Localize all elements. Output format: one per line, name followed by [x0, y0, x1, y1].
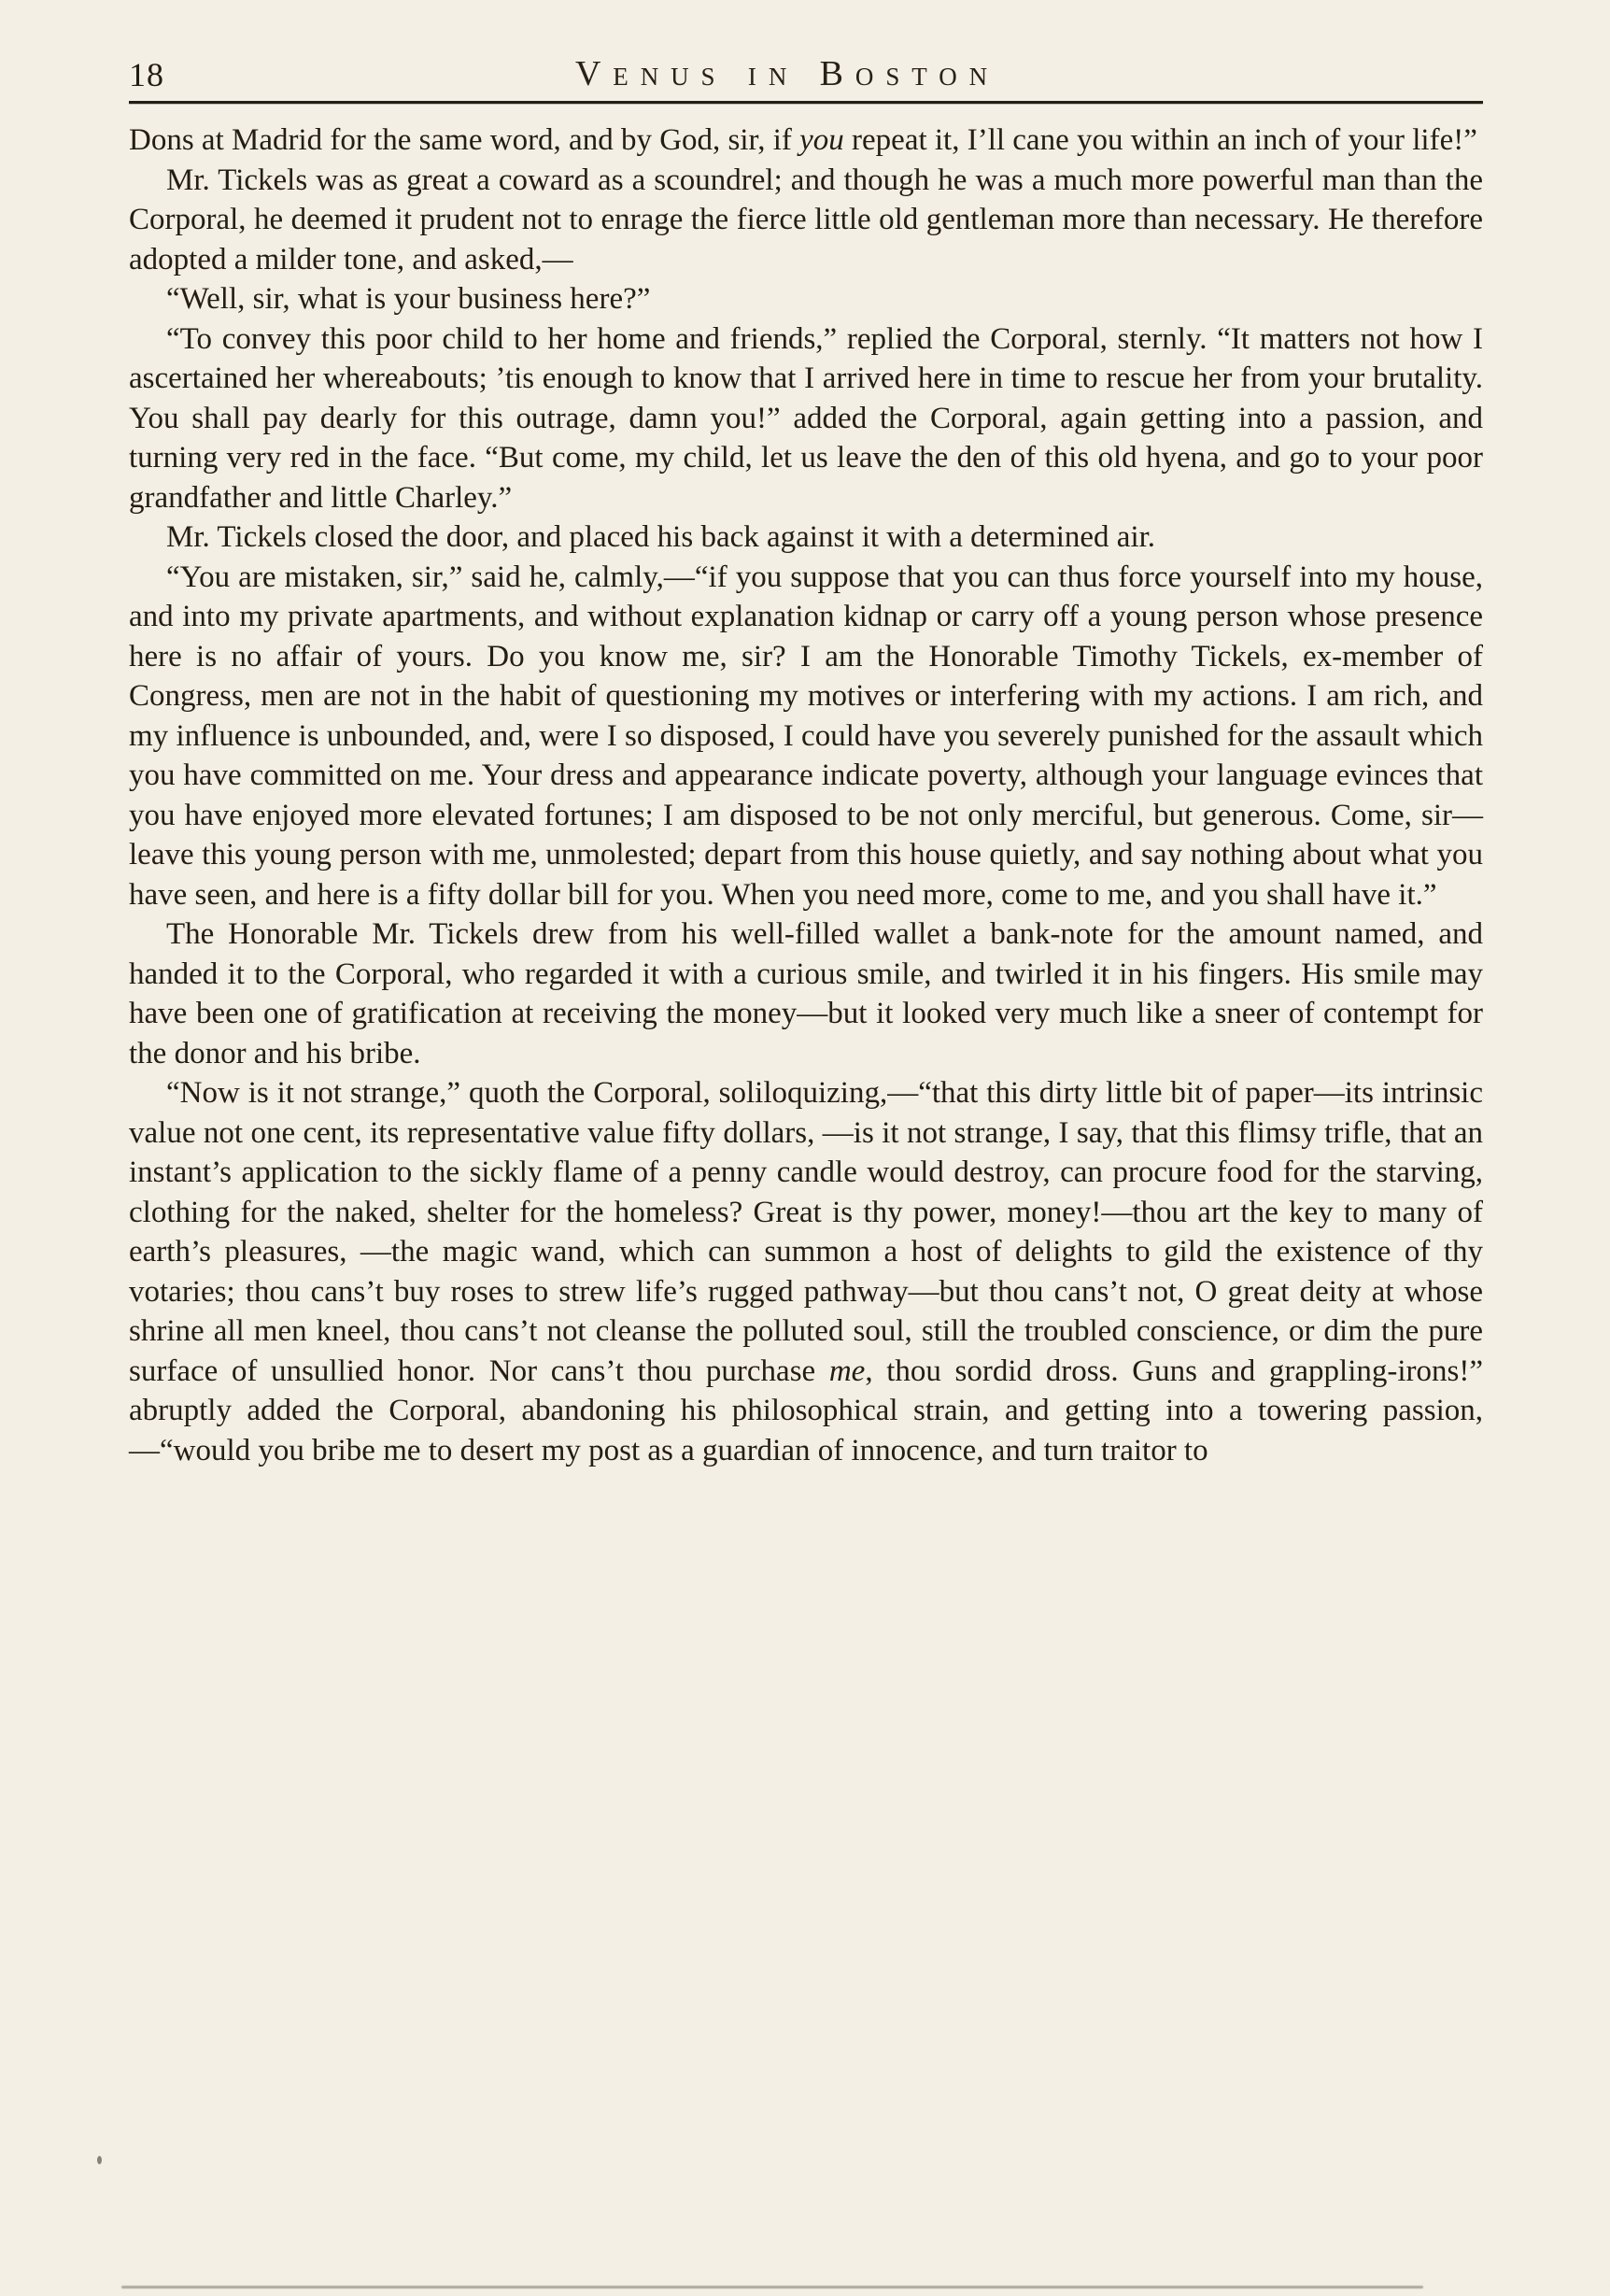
text-segment: , thou sordid dross. Guns and grappling-irons!” abruptly added the Corporal, abandoning his philosophical strain, and getting into a towering passion,—“would you bribe me to desert my post as a guardian of innocence, and turn traitor to [129, 1354, 1484, 1467]
text-segment: Mr. Tickels was as great a coward as a scoundrel; and though he was a much more powerful man than the Corporal, he deemed it prudent not to enrage the fierce little old gentleman more than necessary. He therefore adopted a milder tone, and asked,— [129, 163, 1483, 276]
text-segment: Dons at Madrid for the same word, and by God, sir, if [129, 123, 800, 157]
header-rule [129, 101, 1483, 104]
text-segment: “Well, sir, what is your business here?” [166, 282, 651, 316]
paragraph [129, 279, 1483, 319]
text-segment: The Honorable Mr. Tickels drew from his well-filled wallet a bank-note for the amount named, and handed it to the Corporal, who regarded it with a curious smile, and twirled it in his fingers. His smile may have been one of gratification at receiving the money—but it looked very much like a sneer of contempt for the donor and his bribe. [129, 917, 1483, 1070]
paragraph [129, 1073, 1483, 1470]
running-title: Venus in Boston [574, 54, 1000, 93]
italic-text: you [799, 123, 844, 157]
text-segment: “You are mistaken, sir,” said he, calmly,—“if you suppose that you can thus force yourself into my house, and into my private apartments, and without explanation kidnap or carry off a young person whose presence here is no affair of yours. Do you know me, sir? I am the Honorable Timothy Tickels, ex-member of Congress, men are not in the habit of questioning my motives or interfering with my actions. I am rich, and my influence is unbounded, and, were I so disposed, I could have you severely punished for the assault which you have committed on me. Your dress and appearance indicate poverty, although your language evinces that you have enjoyed more elevated fortunes; I am disposed to be not only merciful, but generous. Come, sir—leave this young person with me, unmolested; depart from this house quietly, and say nothing about what you have seen, and here is a fifty dollar bill for you. When you need more, come to me, and you shall have it.” [129, 560, 1483, 912]
page-number: 18 [129, 56, 164, 93]
italic-text: me [828, 1354, 866, 1388]
text-segment: Mr. Tickels closed the door, and placed his back against it with a determined air. [166, 520, 1156, 554]
paragraph [129, 914, 1483, 1073]
paragraph [129, 120, 1483, 161]
paragraph [129, 517, 1483, 558]
paragraph [129, 319, 1483, 518]
paragraph [129, 558, 1483, 915]
text-segment: repeat it, I’ll cane you within an inch of your life!” [843, 123, 1477, 157]
page-content [129, 37, 1483, 1470]
scan-artifact-bottom-line [121, 2286, 1423, 2289]
paragraph [129, 161, 1483, 280]
text-body [129, 120, 1483, 1470]
text-segment: “Now is it not strange,” quoth the Corporal, soliloquizing,—“that this dirty little bit of paper—its intrinsic value not one cent, its representative value fifty dollars, —is it not strange, I say, that this flimsy trifle, that an instant’s application to the sickly flame of a penny candle would destroy, can procure food for the starving, clothing for the naked, shelter for the homeless? Great is thy power, money!—thou art the key to many of earth’s pleasures, —the magic wand, which can summon a host of delights to gild the existence of thy votaries; thou cans’t buy roses to strew life’s rugged pathway—but thou cans’t not, O great deity at whose shrine all men kneel, thou cans’t not cleanse the polluted soul, still the troubled conscience, or dim the pure surface of unsullied honor. Nor cans’t thou purchase [129, 1076, 1483, 1388]
text-segment: “To convey this poor child to her home and friends,” replied the Corporal, sternly. “It matters not how I ascertained her whereabouts; ’tis enough to know that I arrived here in time to rescue her from your brutality. You shall pay dearly for this outrage, damn you!” added the Corporal, again getting into a passion, and turning very red in the face. “But come, my child, let us leave the den of this old hyena, and go to your poor grandfather and little Charley.” [129, 321, 1483, 515]
page-header [129, 37, 1483, 92]
scan-artifact-speck [97, 2156, 102, 2164]
